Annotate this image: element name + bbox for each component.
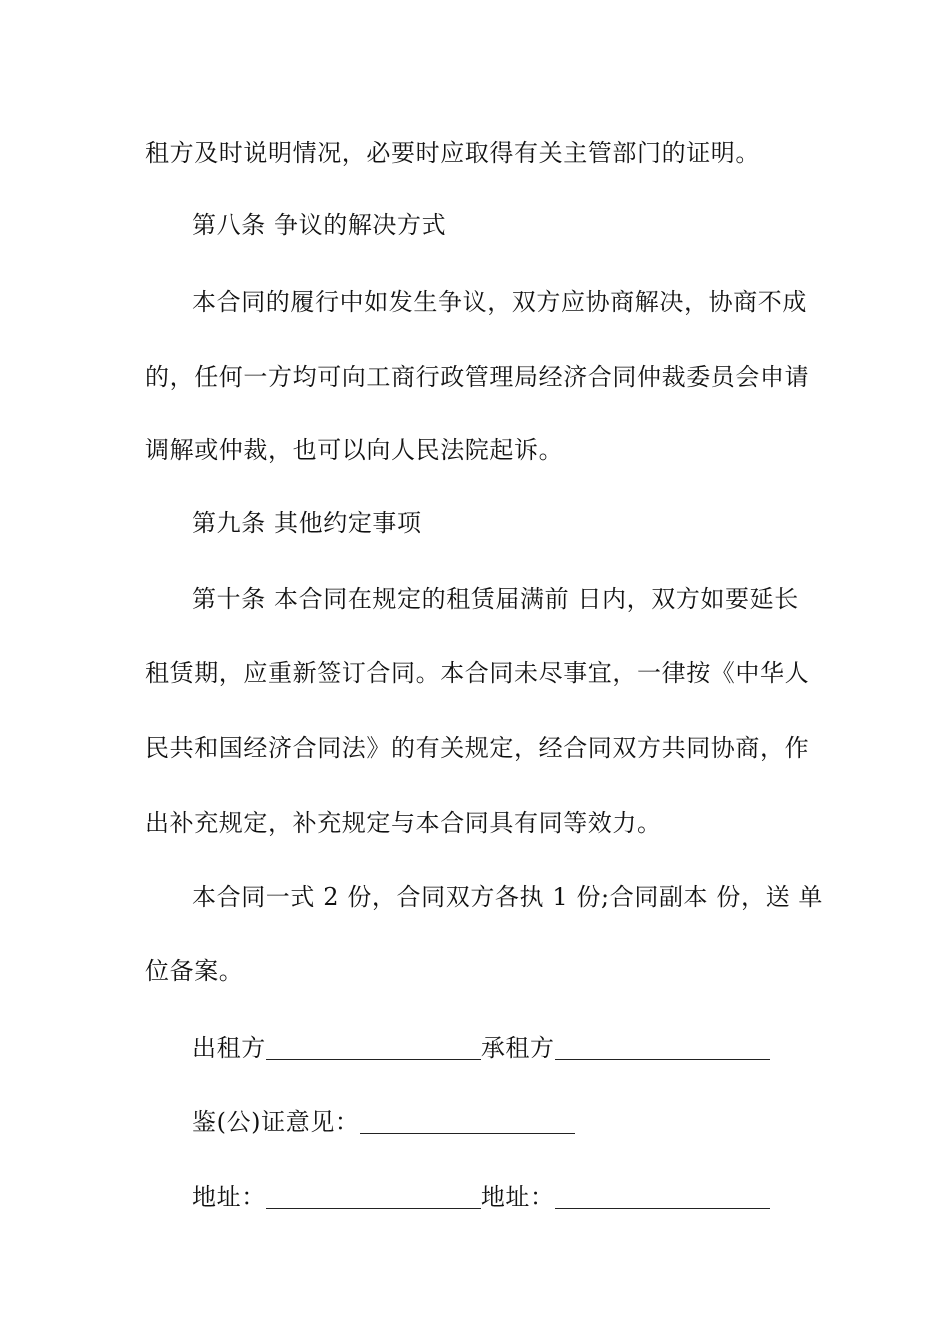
lessor-label: 出租方 [192, 1034, 266, 1062]
party-signature-row [192, 1033, 810, 1063]
lessee-address-label: 地址： [480, 1183, 555, 1211]
address-row [192, 1182, 810, 1212]
article-8-heading: 第八条 争议的解决方式 [192, 211, 447, 239]
paragraph-line-1: 租方及时说明情况，必要时应取得有关主管部门的证明。 [145, 139, 760, 167]
notary-opinion-blank[interactable] [360, 1109, 575, 1134]
paragraph-line-9: 民共和国经济合同法》的有关规定，经合同双方共同协商，作 [145, 734, 810, 762]
notary-label: 鉴(公)证意见： [192, 1108, 360, 1136]
paragraph-line-3: 本合同的履行中如发生争议，双方应协商解决，协商不成 [192, 288, 807, 316]
lessor-signature-blank[interactable] [266, 1035, 481, 1060]
lessee-address-blank[interactable] [555, 1184, 770, 1209]
copies-line-2: 位备案。 [145, 957, 244, 985]
article-9-heading: 第九条 其他约定事项 [192, 509, 422, 537]
lessee-label: 承租方 [480, 1034, 555, 1062]
notary-row [192, 1107, 810, 1137]
paragraph-line-8: 租赁期，应重新签订合同。本合同未尽事宜，一律按《中华人 [145, 659, 810, 687]
paragraph-line-10: 出补充规定，补充规定与本合同具有同等效力。 [145, 809, 662, 837]
paragraph-line-4: 的，任何一方均可向工商行政管理局经济合同仲裁委员会申请 [145, 363, 810, 391]
lessor-address-blank[interactable] [266, 1184, 481, 1209]
article-10-line-1: 第十条 本合同在规定的租赁届满前 日内，双方如要延长 [192, 585, 799, 613]
lessee-signature-blank[interactable] [555, 1035, 770, 1060]
copies-line-1: 本合同一式 2 份，合同双方各执 1 份;合同副本 份，送 单 [192, 883, 823, 911]
lessor-address-label: 地址： [192, 1183, 266, 1211]
paragraph-line-5: 调解或仲裁，也可以向人民法院起诉。 [145, 436, 564, 464]
